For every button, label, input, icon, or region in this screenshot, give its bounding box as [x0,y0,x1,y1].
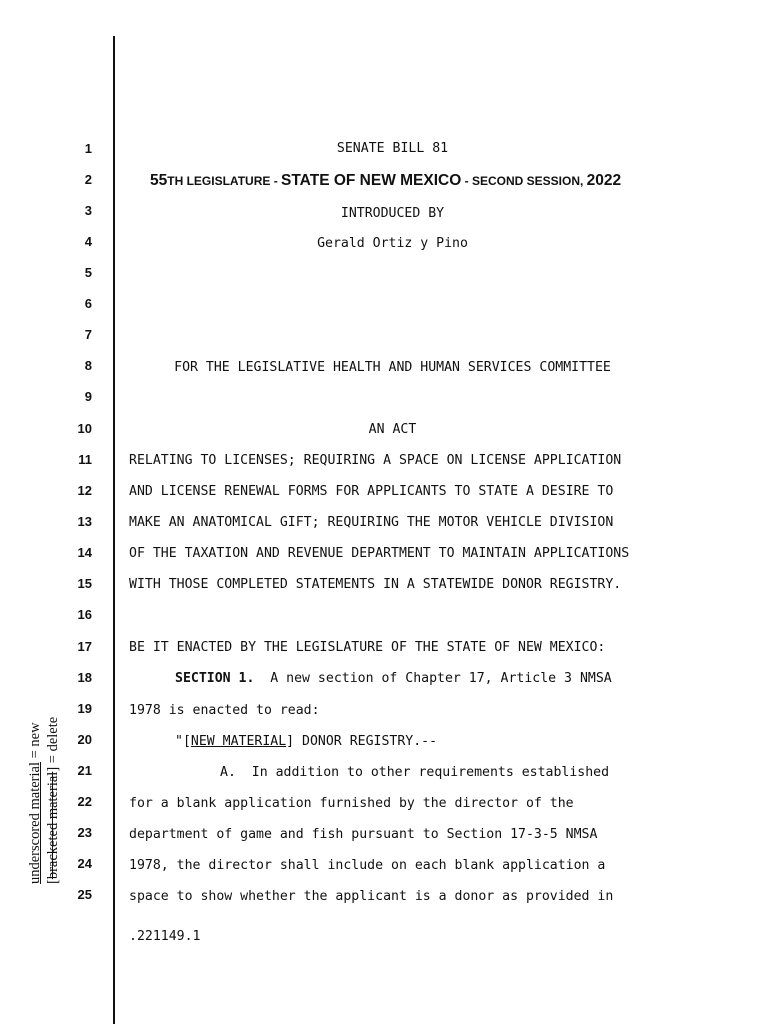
enacting-clause: BE IT ENACTED BY THE LEGISLATURE OF THE STATE OF NEW MEXICO: [129,640,606,655]
line-number: 24 [77,856,92,871]
committee-line: FOR THE LEGISLATIVE HEALTH AND HUMAN SERVICES COMMITTEE [174,360,611,375]
sponsor-name: Gerald Ortiz y Pino [317,236,468,251]
act-text-line: AND LICENSE RENEWAL FORMS FOR APPLICANTS TO STATE A DESIRE TO [129,484,614,499]
act-title: AN ACT [368,422,417,437]
line-number: 11 [78,452,92,467]
line-number: 13 [77,514,92,529]
margin-rule [113,36,115,1024]
line-number: 15 [77,576,92,591]
line-number: 4 [84,234,92,249]
session-label: - SECOND SESSION, [461,174,587,188]
new-material-marker: NEW MATERIAL [190,734,287,749]
body-line: A. In addition to other requirements established [220,765,610,780]
line-number: 12 [77,483,92,498]
line-number: 14 [77,545,92,560]
line-number: 3 [84,203,92,218]
legend-bracketed: bracketed material [45,771,61,880]
line-number: 25 [77,887,92,902]
section-heading [175,734,437,749]
line-number: 19 [77,701,92,716]
line-number: 2 [84,172,92,187]
act-text-line: MAKE AN ANATOMICAL GIFT; REQUIRING THE MOTOR VEHICLE DIVISION [129,515,614,530]
document-code: .221149.1 [129,929,201,944]
body-line: 1978, the director shall include on each blank application a [129,858,606,873]
line-number: 17 [77,639,92,654]
introduced-by: INTRODUCED BY [340,206,445,221]
line-number: 6 [84,296,92,311]
section-continuation: 1978 is enacted to read: [129,703,320,718]
line-number: 16 [77,607,92,622]
legislature-suffix: TH LEGISLATURE - [167,174,282,188]
section-text: A new section of Chapter 17, Article 3 NMSA [270,671,612,686]
legend-underscored: underscored material [27,762,43,884]
bill-number: SENATE BILL 81 [336,141,449,156]
session-year: 2022 [586,172,622,189]
legend-delete-eq: ] = delete [45,716,61,772]
line-number: 10 [77,421,92,436]
section-1-line [175,671,612,686]
legislature-number: 55 [150,172,168,189]
line-number: 22 [77,794,92,809]
legend-bracket-open: [ [45,879,61,884]
line-number: 8 [84,358,92,373]
line-number: 20 [77,732,92,747]
legend-new-eq: = new [27,722,43,763]
legislature-heading [150,172,621,190]
quote-open: "[ [175,734,191,749]
line-number: 21 [77,763,92,778]
line-number: 5 [84,265,92,280]
body-line: department of game and fish pursuant to Section 17-3-5 NMSA [129,827,598,842]
line-number: 1 [84,141,92,156]
legend-new [26,722,44,884]
line-number: 18 [77,670,92,685]
act-text-line: WITH THOSE COMPLETED STATEMENTS IN A STATEWIDE DONOR REGISTRY. [129,577,622,592]
section-heading-rest: ] DONOR REGISTRY.-- [286,734,438,749]
act-text-line: RELATING TO LICENSES; REQUIRING A SPACE ON LICENSE APPLICATION [129,453,622,468]
legend-delete [44,717,62,884]
line-number: 9 [84,389,92,404]
section-label: SECTION 1. [175,671,255,686]
body-line: for a blank application furnished by the director of the [129,796,574,811]
line-number: 7 [84,327,92,342]
state-name: STATE OF NEW MEXICO [281,172,462,189]
act-text-line: OF THE TAXATION AND REVENUE DEPARTMENT TO MAINTAIN APPLICATIONS [129,546,630,561]
line-number: 23 [77,825,92,840]
body-line: space to show whether the applicant is a donor as provided in [129,889,614,904]
